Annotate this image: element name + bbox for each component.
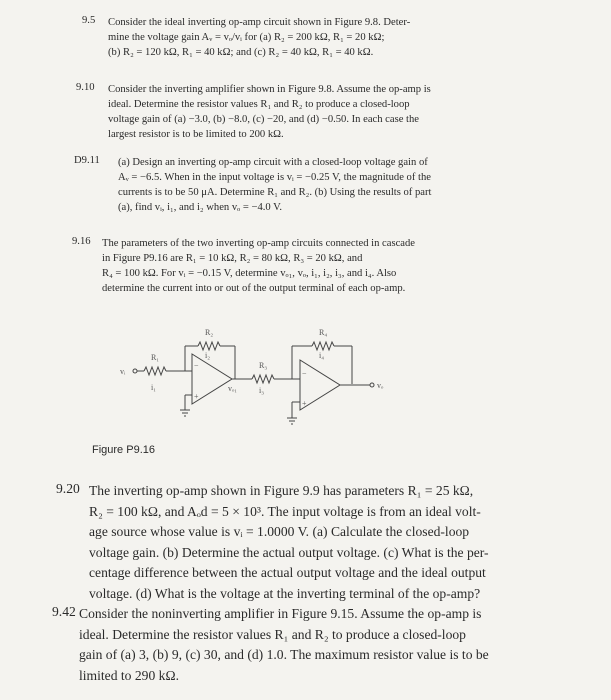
text-line: The inverting op-amp shown in Figure 9.9 has parameters R₁ = 25 kΩ, (89, 483, 474, 498)
text-line: The parameters of the two inverting op-amp circuits connected in cascade (102, 238, 415, 249)
circuit-diagram (120, 310, 420, 435)
text-line: Consider the noninverting amplifier in Figure 9.15. Assume the op-amp is (79, 606, 482, 621)
svg-text:−: − (194, 361, 199, 370)
svg-text:+: + (302, 399, 307, 408)
problem-number: 9.10 (76, 82, 95, 93)
problem-number: 9.20 (56, 481, 80, 496)
text-line: age source whose value is vᵢ = 1.0000 V. (a) Calculate the closed-loop (89, 524, 470, 539)
text-line: gain of (a) 3, (b) 9, (c) 30, and (d) 1.0. The maximum resistor value is to be (79, 647, 489, 662)
resistor-r2 (198, 342, 220, 350)
text-line: voltage gain. (b) Determine the actual output voltage. (c) What is the per- (89, 544, 489, 560)
text-line: in Figure P9.16 are R₁ = 10 kΩ, R₂ = 80 kΩ, R₃ = 20 kΩ, and (102, 253, 363, 264)
svg-text:−: − (302, 369, 307, 378)
text-line: (a), find vᵢ, i₁, and i₂ when vₒ = −4.0 V. (118, 202, 283, 213)
text-line: determine the current into or out of the output terminal of each op-amp. (102, 283, 406, 294)
label-r1: R₁ (151, 353, 160, 362)
text-line: ideal. Determine the resistor values R₁ and R₂ to produce a closed-loop (108, 99, 410, 110)
problem-text (89, 481, 489, 604)
problem-text (118, 155, 431, 215)
label-i1: i₁ (151, 383, 157, 392)
problem-number: 9.42 (52, 604, 76, 619)
input-terminal (133, 369, 137, 373)
text-line: Consider the ideal inverting op-amp circuit shown in Figure 9.8. Deter- (108, 17, 411, 28)
text-line: mine the voltage gain Aᵥ = vₒ/vᵢ for (a) R₂ = 200 kΩ, R₁ = 20 kΩ; (108, 32, 385, 43)
label-r3: R₃ (259, 361, 268, 370)
text-line: largest resistor is to be limited to 200 kΩ. (108, 129, 284, 140)
text-line: limited to 290 kΩ. (79, 667, 179, 683)
label-r2: R₂ (205, 328, 214, 337)
text-line: Aᵥ = −6.5. When in the input voltage is vᵢ = −0.25 V, the magnitude of the (118, 172, 431, 183)
problem-number: 9.16 (72, 236, 91, 247)
svg-text:+: + (194, 392, 199, 401)
text-line: R₄ = 100 kΩ. For vᵢ = −0.15 V, determine vₒ₁, vₒ, i₁, i₂, i₃, and i₄. Also (102, 268, 397, 279)
text-line: voltage. (d) What is the voltage at the inverting terminal of the op-amp? (89, 585, 481, 601)
text-line: Consider the inverting amplifier shown in Figure 9.8. Assume the op-amp is (108, 84, 431, 95)
label-i3: i₃ (259, 386, 265, 395)
output-terminal (370, 383, 374, 387)
problem-number: D9.11 (74, 155, 100, 166)
label-vi: vᵢ (120, 367, 126, 376)
text-line: ideal. Determine the resistor values R₁ and R₂ to produce a closed-loop (79, 626, 466, 642)
label-vo: vₒ (377, 381, 384, 390)
text-line: R₂ = 100 kΩ, and Aₒd = 5 × 10³. The input voltage is from an ideal volt- (89, 503, 481, 519)
resistor-r3 (252, 375, 274, 383)
problem-text (108, 15, 410, 60)
problem-text (79, 604, 489, 686)
label-r4: R₄ (319, 328, 328, 337)
resistor-r4 (312, 342, 334, 350)
text-line: currents is to be 50 μA. Determine R₁ and R₂. (b) Using the results of part (118, 187, 432, 198)
problem-number: 9.5 (82, 15, 96, 26)
text-line: (a) Design an inverting op-amp circuit with a closed-loop voltage gain of (118, 157, 428, 168)
resistor-r1 (144, 367, 166, 375)
label-i4: i₄ (319, 351, 325, 360)
problem-text (108, 82, 431, 142)
problem-text (102, 236, 415, 296)
text-line: centage difference between the actual output voltage and the ideal output (89, 565, 486, 580)
text-line: voltage gain of (a) −3.0, (b) −8.0, (c) −20, and (d) −0.50. In each case the (108, 114, 419, 125)
label-i2: i₂ (205, 351, 211, 360)
text-line: (b) R₂ = 120 kΩ, R₁ = 40 kΩ; and (c) R₂ = 40 kΩ, R₁ = 40 kΩ. (108, 47, 374, 58)
label-vo1: vₒ₁ (228, 384, 238, 393)
figure-caption: Figure P9.16 (92, 444, 155, 456)
